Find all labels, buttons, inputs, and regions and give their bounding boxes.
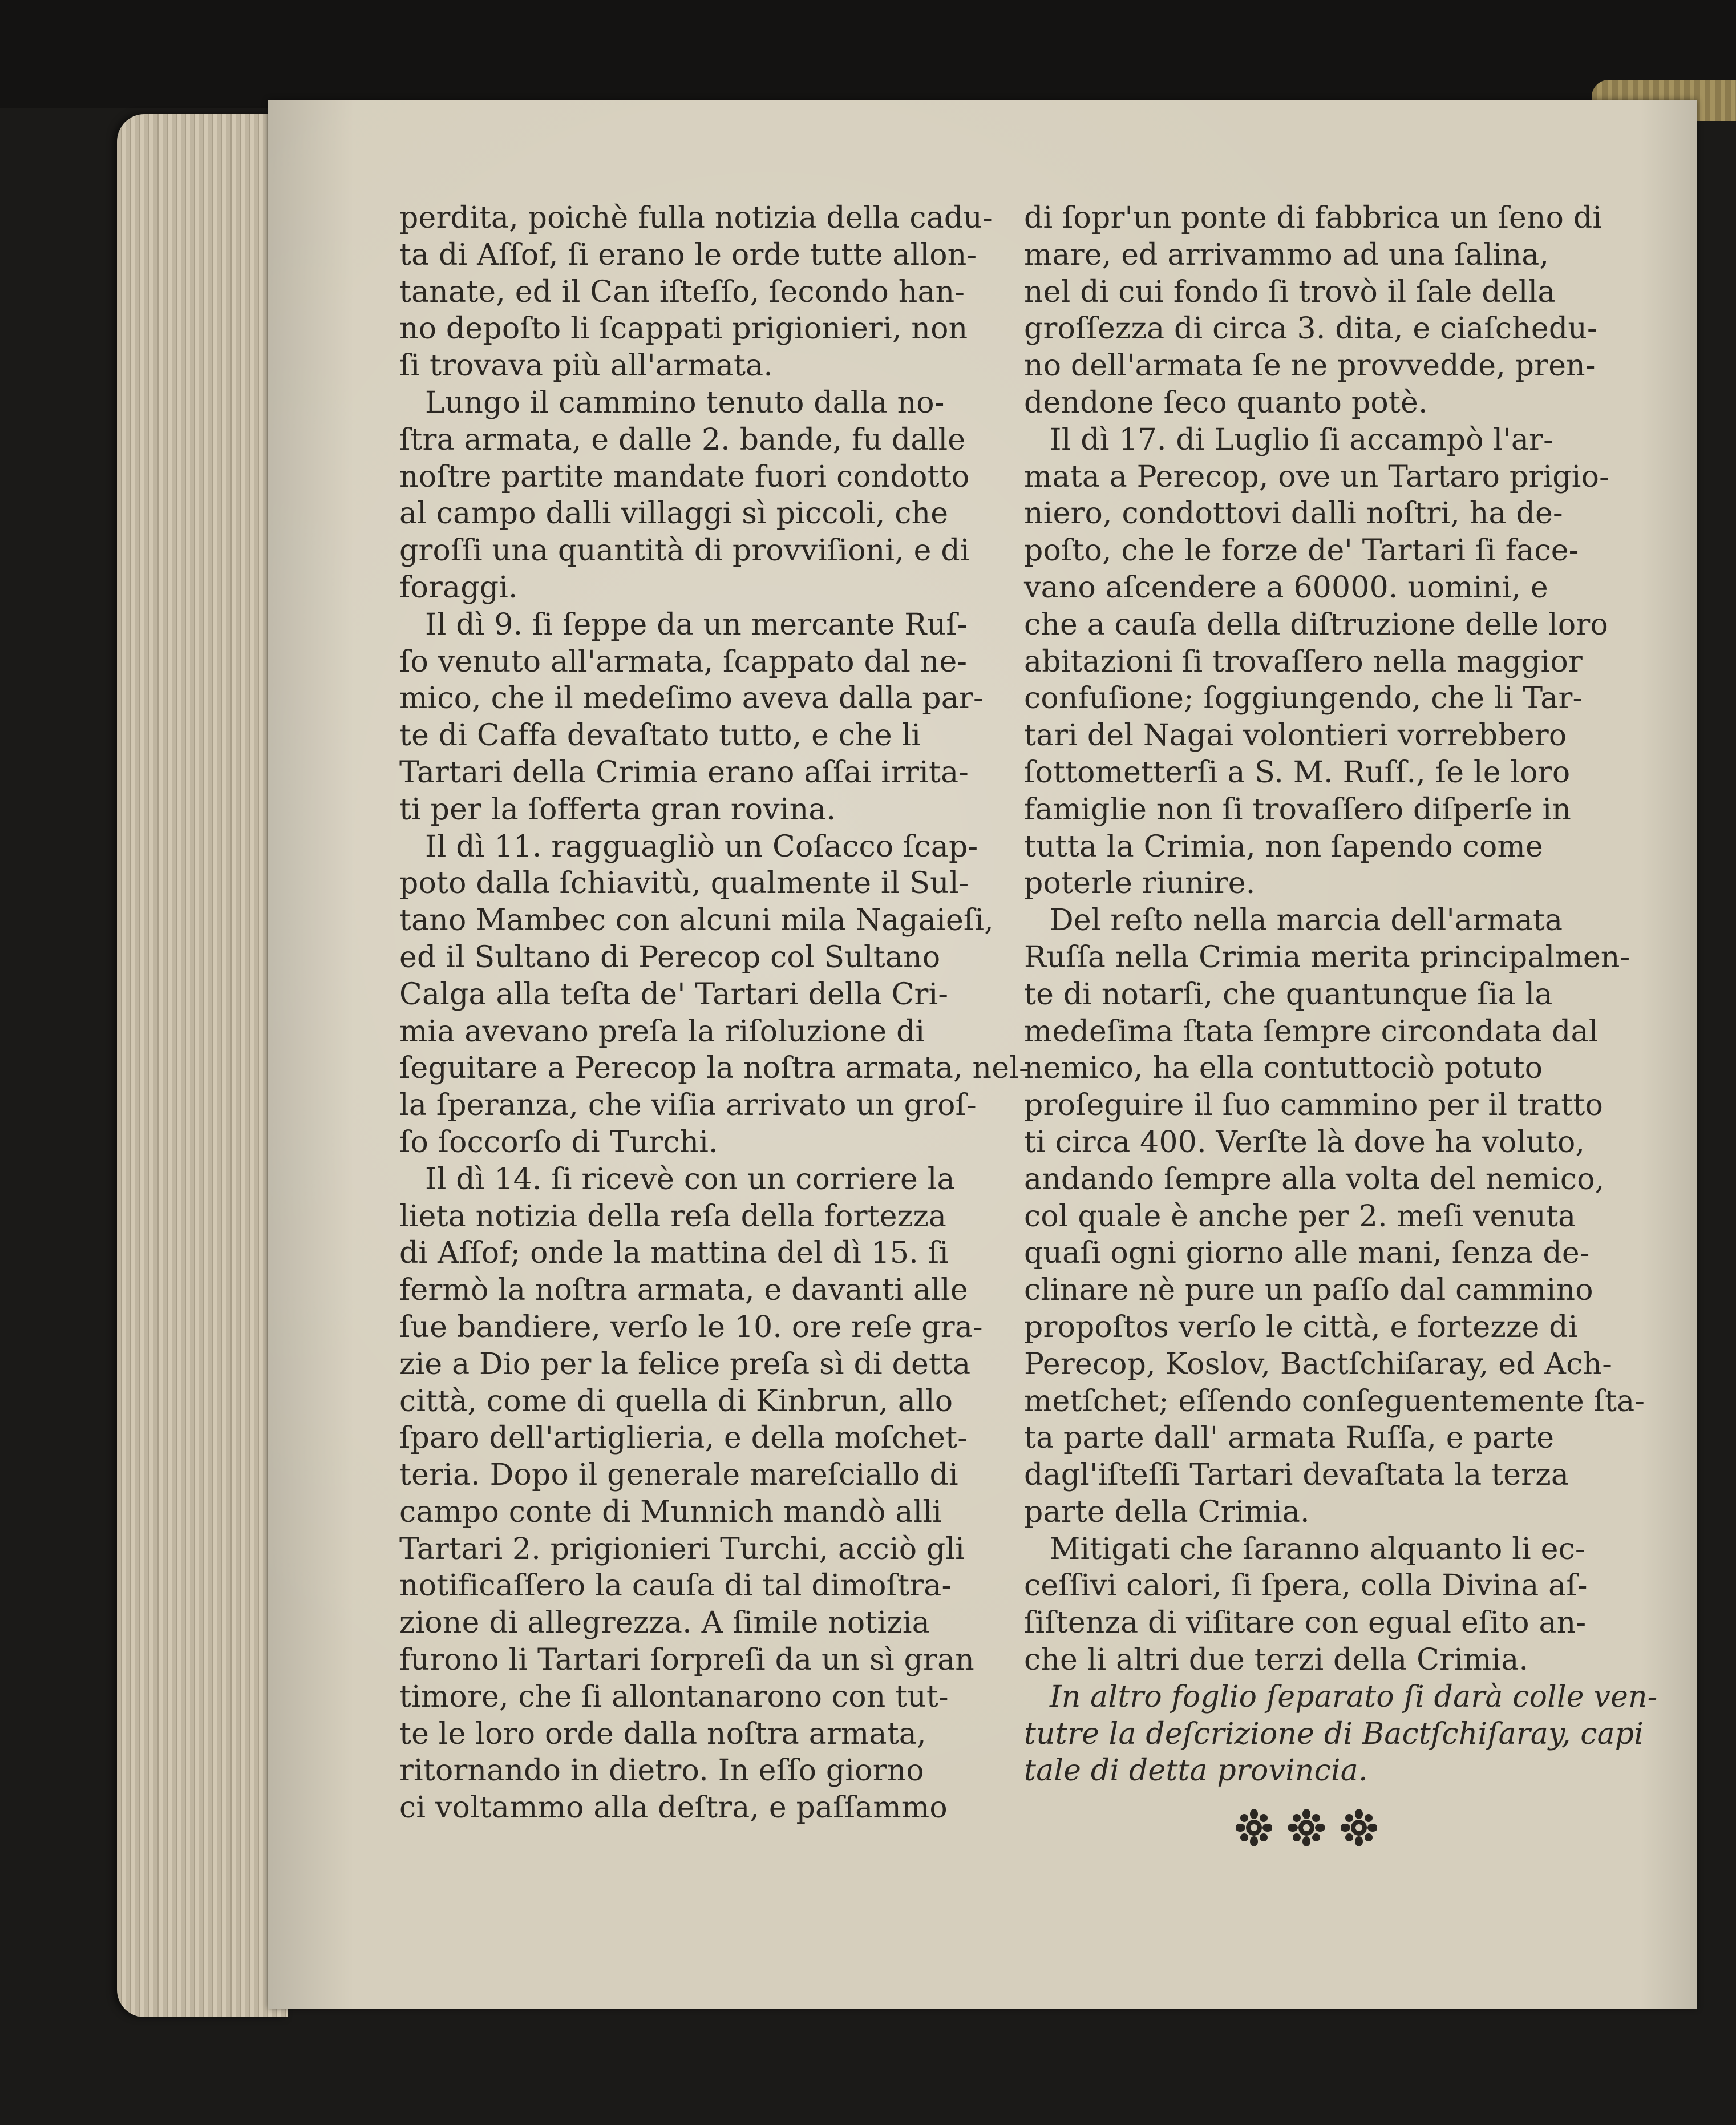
text-line: ſeguitare a Perecop la noſtra armata, nel-	[399, 1051, 1029, 1086]
text-line: mata a Perecop, ove un Tartaro prigio-	[1024, 459, 1609, 494]
text-line: foraggi.	[399, 570, 518, 605]
text-line: propoſtos verſo le città, e fortezze di	[1024, 1310, 1578, 1344]
text-line: proſeguire il ſuo cammino per il tratto	[1024, 1088, 1603, 1123]
text-line: lieta notizia della reſa della fortezza	[399, 1199, 947, 1234]
backdrop	[0, 0, 1736, 108]
text-line: ſi trovava più all'armata.	[399, 349, 774, 383]
left-text-column	[399, 200, 1029, 1827]
text-line: di ſopr'un ponte di fabbrica un ſeno di	[1024, 201, 1603, 235]
text-line: ſo ſoccorſo di Turchi.	[399, 1125, 718, 1160]
text-line: tutta la Crimia, non ſapendo come	[1024, 829, 1543, 864]
right-text-column	[1024, 200, 1658, 1789]
text-line: di Aſſof; onde la mattina del dì 15. ſi	[399, 1236, 949, 1271]
text-line: ci voltammo alla deſtra, e paſſammo	[399, 1791, 948, 1825]
text-line: col quale è anche per 2. meſi venuta	[1024, 1199, 1576, 1234]
text-line: andando ſempre alla volta del nemico,	[1024, 1162, 1605, 1197]
text-line: metſchet; eſſendo conſeguentemente ſta-	[1024, 1384, 1645, 1419]
text-line: Il dì 11. ragguagliò un Coſacco ſcap-	[425, 829, 978, 864]
text-line: nemico, ha ella contuttociò potuto	[1024, 1051, 1543, 1086]
text-line: groſſi una quantità di provviſioni, e di	[399, 534, 970, 568]
text-line: no dell'armata ſe ne provvedde, pren-	[1024, 349, 1596, 383]
text-line: che li altri due terzi della Crimia.	[1024, 1643, 1529, 1678]
text-line: te di Caffa devaſtato tutto, e che li	[399, 718, 921, 753]
page-stack-edges	[117, 114, 288, 2017]
text-line: no depoſto li ſcappati prigionieri, non	[399, 312, 968, 346]
text-line: zie a Dio per la felice preſa sì di detta	[399, 1347, 971, 1381]
text-line: Del reſto nella marcia dell'armata	[1050, 903, 1563, 938]
text-line: ſparo dell'artiglieria, e della moſchet-	[399, 1421, 968, 1456]
text-line: Ruſſa nella Crimia merita principalmen-	[1024, 940, 1630, 975]
text-line: tano Mambec con alcuni mila Nagaieſi,	[399, 903, 994, 938]
text-line: timore, che ſi allontanarono con tut-	[399, 1679, 949, 1714]
text-line: al campo dalli villaggi sì piccoli, che	[399, 496, 949, 531]
text-line: che a cauſa della diſtruzione delle loro	[1024, 607, 1608, 642]
text-line: poto dalla ſchiavitù, qualmente il Sul-	[399, 866, 969, 901]
text-line: Perecop, Koslov, Bactſchiſaray, ed Ach-	[1024, 1347, 1612, 1381]
text-line: groſſezza di circa 3. dita, e ciaſchedu-	[1024, 312, 1597, 346]
text-line: ceſſivi calori, ſi ſpera, colla Divina aſ-	[1024, 1569, 1588, 1603]
text-line: ta parte dall' armata Ruſſa, e parte	[1024, 1421, 1555, 1456]
text-line: mico, che il medeſimo aveva dalla par-	[399, 681, 984, 716]
text-line: dendone ſeco quanto potè.	[1024, 385, 1428, 420]
text-line: poſto, che le forze de' Tartari ſi face-	[1024, 534, 1579, 568]
text-line: perdita, poichè fulla notizia della cadu-	[399, 201, 993, 235]
text-line: Il dì 17. di Luglio ſi accampò l'ar-	[1050, 422, 1553, 457]
text-line: Tartari 2. prigionieri Turchi, acciò gli	[399, 1532, 965, 1566]
text-line: fermò la noſtra armata, e davanti alle	[399, 1273, 968, 1308]
text-line: tanate, ed il Can iſteſſo, ſecondo han-	[399, 274, 965, 309]
text-line: la ſperanza, che viſia arrivato un groſ-	[399, 1088, 977, 1123]
text-line: ſiſtenza di viſitare con egual eſito an-	[1024, 1606, 1587, 1641]
text-line: te le loro orde dalla noſtra armata,	[399, 1716, 926, 1751]
ornament-icon	[1288, 1809, 1325, 1846]
text-line: te di notarſi, che quantunque ſia la	[1024, 977, 1553, 1012]
text-line: ſue bandiere, verſo le 10. ore reſe gra-	[399, 1310, 983, 1344]
text-line: ed il Sultano di Perecop col Sultano	[399, 940, 941, 975]
text-line: vano aſcendere a 60000. uomini, e	[1024, 570, 1548, 605]
text-line: clinare nè pure un paſſo dal cammino	[1024, 1273, 1593, 1308]
text-line: nel di cui fondo ſi trovò il ſale della	[1024, 274, 1556, 309]
text-line: In altro foglio ſeparato ſi darà colle ven-	[1050, 1679, 1658, 1714]
text-line: abitazioni ſi trovaſſero nella maggior	[1024, 644, 1583, 679]
text-line: niero, condottovi dalli noſtri, ha de-	[1024, 496, 1563, 531]
text-line: Calga alla teſta de' Tartari della Cri-	[399, 977, 949, 1012]
text-line: confuſione; ſoggiungendo, che li Tar-	[1024, 681, 1583, 716]
text-line: famiglie non ſi trovaſſero diſperſe in	[1024, 792, 1572, 827]
text-line: tale di detta provincia.	[1024, 1754, 1368, 1788]
text-line: ſottometterſi a S. M. Ruſſ., ſe le loro	[1024, 755, 1571, 790]
text-line: tutre la deſcrizione di Bactſchiſaray, capi	[1024, 1716, 1644, 1751]
text-line: quaſi ogni giorno alle mani, ſenza de-	[1024, 1236, 1590, 1271]
text-line: campo conte di Munnich mandò alli	[399, 1494, 942, 1529]
text-line: furono li Tartari ſorpreſi da un sì gran	[399, 1643, 974, 1678]
text-line: notificaſſero la cauſa di tal dimoſtra-	[399, 1569, 952, 1603]
text-line: mare, ed arrivammo ad una ſalina,	[1024, 237, 1549, 272]
text-line: noſtre partite mandate fuori condotto	[399, 459, 970, 494]
ornament-icon	[1236, 1809, 1272, 1846]
closing-ornaments	[1187, 1808, 1426, 1848]
text-line: ſtra armata, e dalle 2. bande, fu dalle	[399, 422, 966, 457]
text-line: ti circa 400. Verſte là dove ha voluto,	[1024, 1125, 1585, 1160]
text-line: Mitigati che ſaranno alquanto li ec-	[1050, 1532, 1585, 1566]
text-line: dagl'iſteſſi Tartari devaſtata la terza	[1024, 1458, 1569, 1493]
text-line: ſo venuto all'armata, ſcappato dal ne-	[399, 644, 968, 679]
text-line: mia avevano preſa la riſoluzione di	[399, 1014, 925, 1049]
text-line: Il dì 14. ſi ricevè con un corriere la	[425, 1162, 955, 1197]
text-line: tari del Nagai volontieri vorrebbero	[1024, 718, 1567, 753]
text-line: Lungo il cammino tenuto dalla no-	[425, 385, 945, 420]
text-line: ti per la ſofferta gran rovina.	[399, 792, 836, 827]
text-line: teria. Dopo il generale mareſciallo di	[399, 1458, 958, 1493]
text-line: parte della Crimia.	[1024, 1494, 1310, 1529]
text-line: zione di allegrezza. A ſimile notizia	[399, 1606, 930, 1641]
ornament-icon	[1341, 1809, 1377, 1846]
text-line: medeſima ſtata ſempre circondata dal	[1024, 1014, 1599, 1049]
text-line: Il dì 9. ſi ſeppe da un mercante Ruſ-	[425, 607, 968, 642]
text-line: Tartari della Crimia erano aſſai irrita-	[399, 755, 969, 790]
text-line: città, come di quella di Kinbrun, allo	[399, 1384, 953, 1419]
text-line: ritornando in dietro. In eſſo giorno	[399, 1754, 924, 1788]
text-line: ta di Aſſof, ſi erano le orde tutte allon-	[399, 237, 977, 272]
text-line: poterle riunire.	[1024, 866, 1256, 901]
